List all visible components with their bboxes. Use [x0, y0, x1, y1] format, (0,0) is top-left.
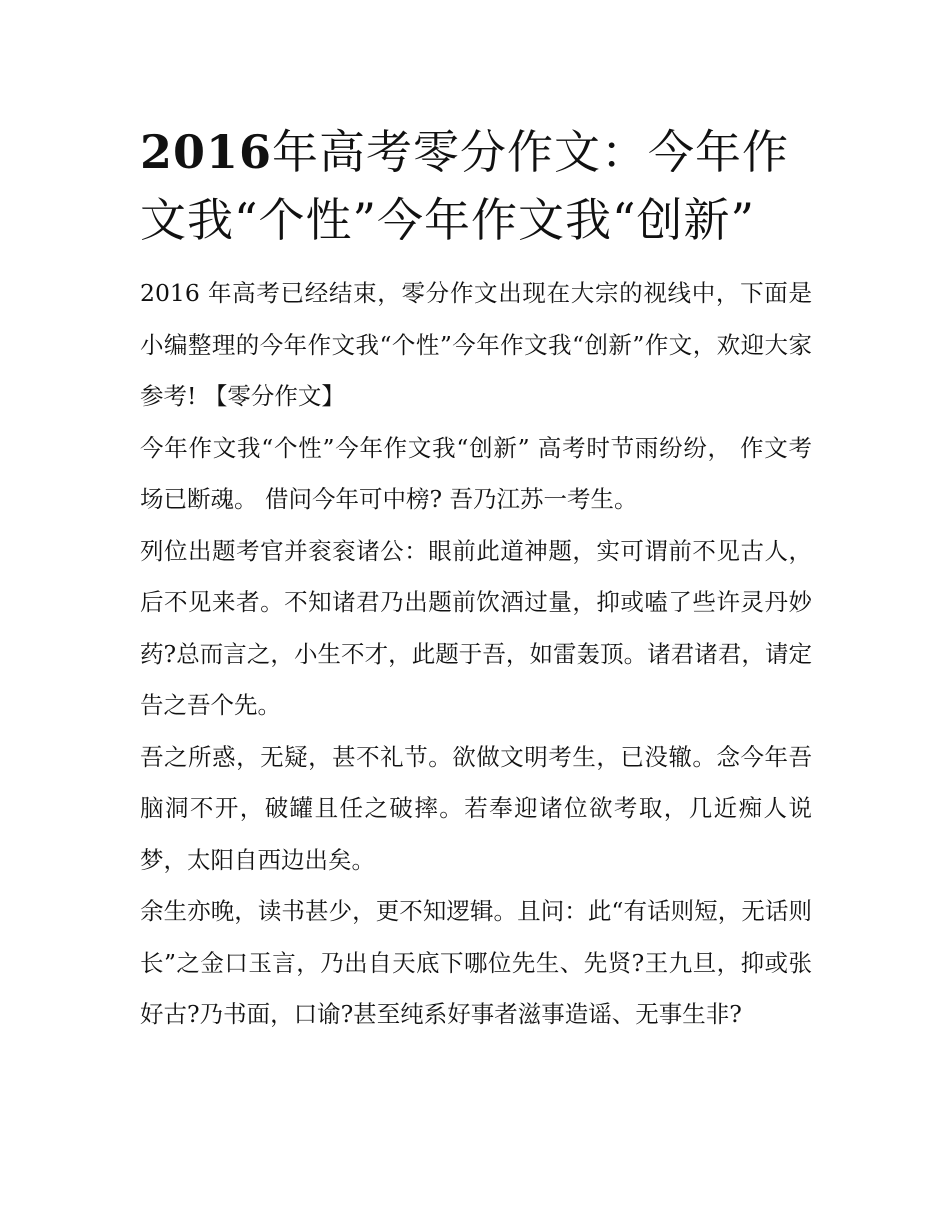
paragraph-question: 余生亦晚，读书甚少，更不知逻辑。且问：此“有话则短，无话则长”之金口玉言，乃出自天底下哪位先生、先贤?王九旦，抑或张好古?乃书面，口谕?甚至纯系好事者滋事造谣、无事生非?	[140, 897, 812, 1028]
paragraph-address: 列位出题考官并衮衮诸公：眼前此道神题，实可谓前不见古人，后不见来者。不知诸君乃出题前饮酒过量，抑或嗑了些许灵丹妙药?总而言之，小生不才，此题于吾，如雷轰顶。诸君诸君，请定告之吾个先。	[140, 536, 812, 719]
title-year: 2016	[140, 125, 273, 179]
title-text: 年高考零分作文：今年作文我“个性”今年作文我“创新”	[140, 125, 790, 247]
document-title	[140, 118, 812, 254]
paragraph-confusion: 吾之所惑，无疑，甚不礼节。欲做文明考生，已没辙。念今年吾脑洞不开，破罐且任之破摔。若奉迎诸位欲考取，几近痴人说梦，太阳自西边出矣。	[140, 742, 812, 874]
paragraph-intro: 2016 年高考已经结束，零分作文出现在大宗的视线中，下面是小编整理的今年作文我“个性”今年作文我“创新”作文，欢迎大家参考! 【零分作文】	[140, 279, 812, 410]
paragraph-poem: 今年作文我“个性”今年作文我“创新” 高考时节雨纷纷， 作文考场已断魂。 借问今年可中榜? 吾乃江苏一考生。	[140, 433, 812, 513]
document-page	[140, 118, 812, 1041]
